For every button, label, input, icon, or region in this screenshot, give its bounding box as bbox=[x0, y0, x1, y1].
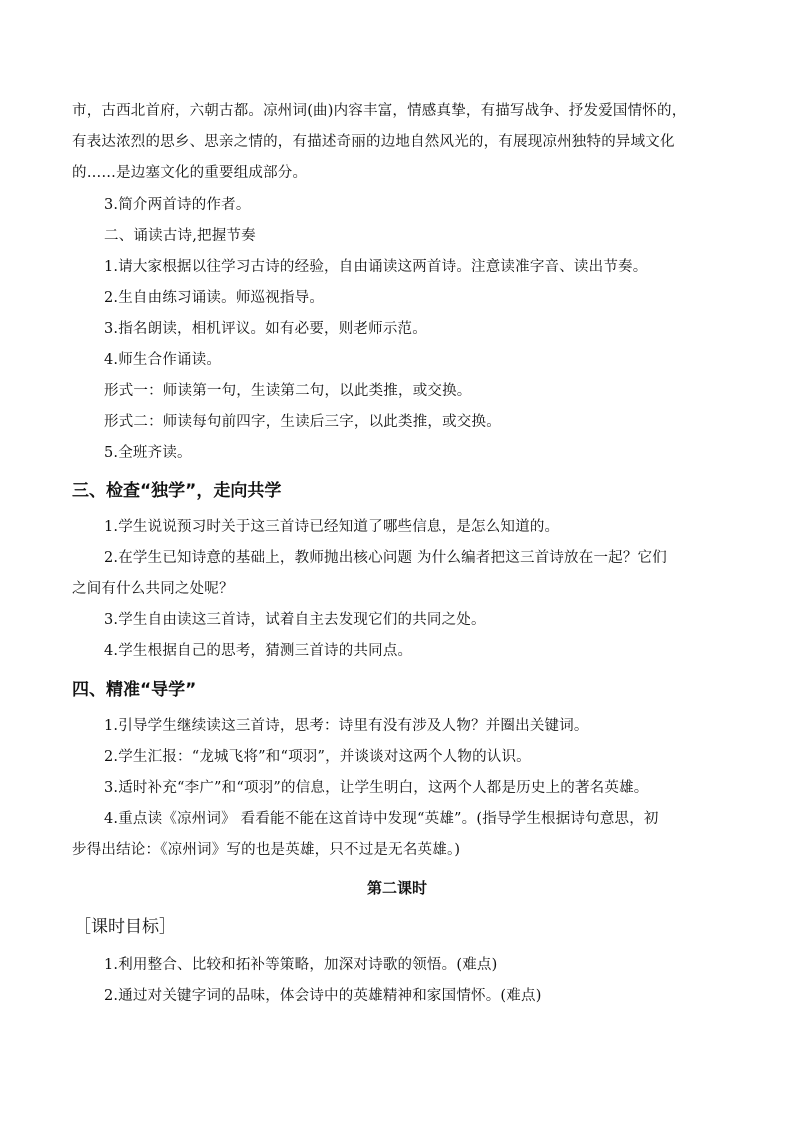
section2-item-5: 5.全班齐读。 bbox=[104, 445, 192, 461]
intro-line-2: 有表达浓烈的思乡、思亲之情的，有描述奇丽的边地自然风光的，有展现凉州独特的异域文化 bbox=[72, 134, 675, 150]
intro-line-1: 市，古西北首府，六朝古都。凉州词(曲)内容丰富，情感真挚，有描写战争、抒发爱国情怀的， bbox=[72, 103, 687, 119]
section4-item-4: 4.重点读《凉州词》 看看能不能在这首诗中发现“英雄”。(指导学生根据诗句意思，初 bbox=[104, 811, 659, 827]
section2-form-2: 形式二：师读每句前四字，生读后三字，以此类推，或交换。 bbox=[104, 414, 501, 430]
objective-item-2: 2.通过对关键字词的品味，体会诗中的英雄精神和家国情怀。(难点) bbox=[104, 988, 542, 1004]
objective-item-1: 1.利用整合、比较和拓补等策略，加深对诗歌的领悟。(难点) bbox=[104, 957, 498, 973]
section3-heading: 三、检查“独学”，走向共学 bbox=[72, 481, 282, 501]
section2-item-1: 1.请大家根据以往学习古诗的经验，自由诵读这两首诗。注意读准字音、读出节奏。 bbox=[104, 259, 648, 275]
section2-item-4: 4.师生合作诵读。 bbox=[104, 352, 222, 368]
section2-item-2: 2.生自由练习诵读。师巡视指导。 bbox=[104, 290, 325, 306]
objectives-heading: ［课时目标］ bbox=[74, 917, 176, 937]
section4-heading: 四、精准“导学” bbox=[72, 680, 197, 700]
section4-item-1: 1.引导学生继续读这三首诗，思考：诗里有没有涉及人物？并圈出关键词。 bbox=[104, 718, 589, 734]
section3-item-3: 3.学生自由读这三首诗，试着自主去发现它们的共同之处。 bbox=[104, 612, 486, 628]
intro-item-3: 3.简介两首诗的作者。 bbox=[104, 197, 251, 213]
section3-item-1: 1.学生说说预习时关于这三首诗已经知道了哪些信息，是怎么知道的。 bbox=[104, 519, 560, 535]
section3-item-2-cont: 之间有什么共同之处呢？ bbox=[72, 581, 234, 597]
section2-form-1: 形式一：师读第一句，生读第二句，以此类推，或交换。 bbox=[104, 383, 472, 399]
section3-item-2: 2.在学生已知诗意的基础上，教师抛出核心问题 为什么编者把这三首诗放在一起？它们 bbox=[104, 550, 667, 566]
section4-item-2: 2.学生汇报：“龙城飞将”和“项羽”，并谈谈对这两个人物的认识。 bbox=[104, 749, 531, 765]
intro-line-3: 的……是边塞文化的重要组成部分。 bbox=[72, 165, 308, 181]
section3-item-4: 4.学生根据自己的思考，猜测三首诗的共同点。 bbox=[104, 643, 413, 659]
lesson2-title: 第二课时 bbox=[366, 879, 427, 897]
section4-item-3: 3.适时补充“李广”和“项羽”的信息，让学生明白，这两个人都是历史上的著名英雄。 bbox=[104, 780, 649, 796]
section4-item-4-cont: 步得出结论：《凉州词》写的也是英雄，只不过是无名英雄。) bbox=[72, 842, 461, 858]
section2-item-3: 3.指名朗读，相机评议。如有必要，则老师示范。 bbox=[104, 321, 427, 337]
section2-heading: 二、诵读古诗,把握节奏 bbox=[104, 228, 256, 244]
